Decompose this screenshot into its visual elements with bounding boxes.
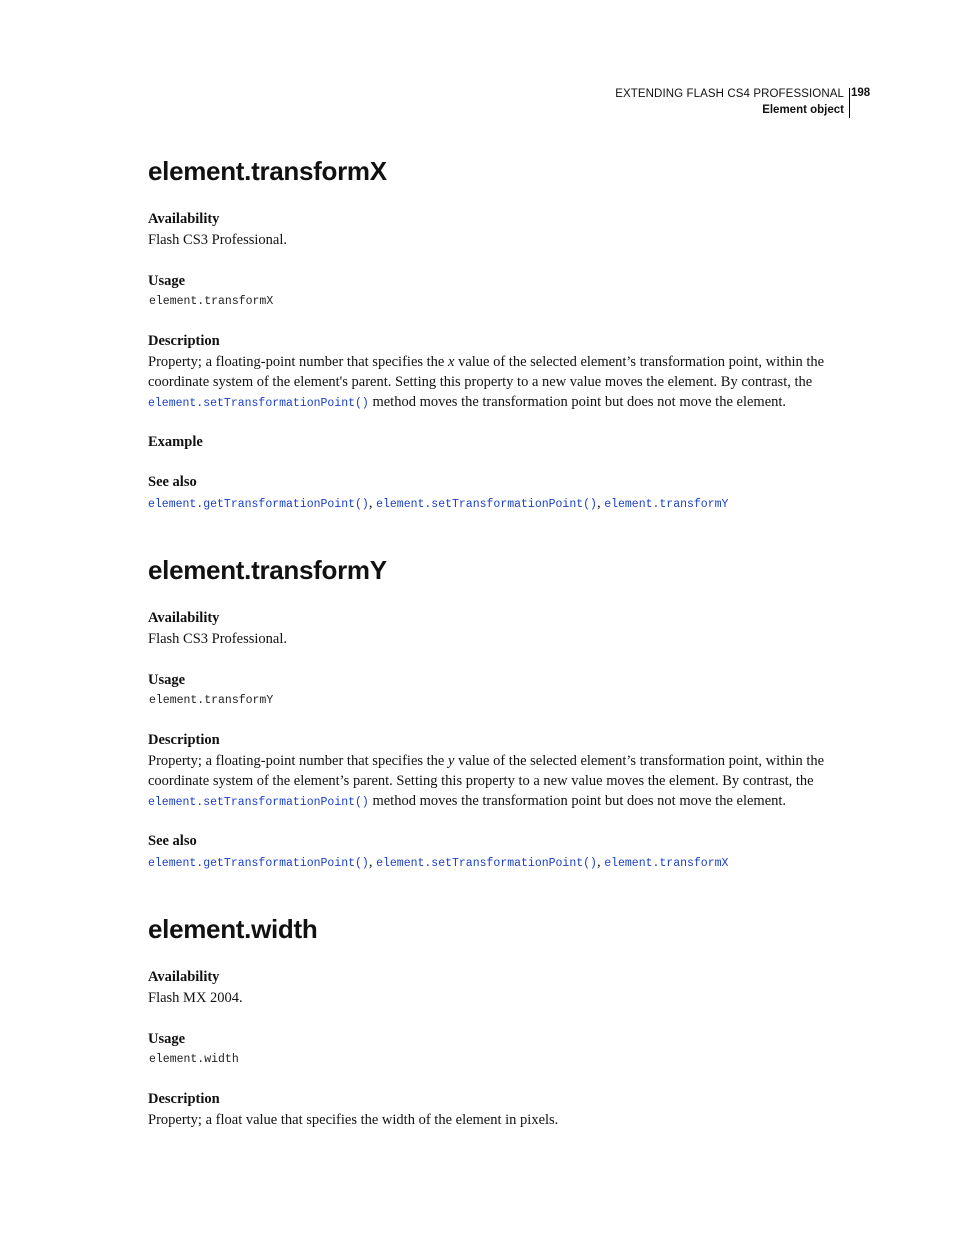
link-set-transformation-point[interactable]: element.setTransformationPoint()	[376, 498, 597, 511]
usage-label: Usage	[148, 672, 186, 688]
link-get-transformation-point[interactable]: element.getTransformationPoint()	[148, 498, 369, 511]
description-label: Description	[148, 732, 220, 748]
availability-value: Flash MX 2004.	[148, 990, 243, 1006]
running-header	[615, 86, 844, 118]
availability-value: Flash CS3 Professional.	[148, 232, 287, 248]
section-title-transformx: element.transformX	[148, 156, 387, 186]
availability-value: Flash CS3 Professional.	[148, 631, 287, 647]
example-label: Example	[148, 434, 203, 450]
doc-title: EXTENDING FLASH CS4 PROFESSIONAL	[615, 88, 844, 100]
section-title-transformy: element.transformY	[148, 555, 387, 585]
usage-label: Usage	[148, 273, 186, 289]
usage-code: element.transformX	[149, 295, 274, 308]
see-also-label: See also	[148, 833, 197, 849]
usage-code: element.transformY	[149, 694, 274, 707]
link-set-transformation-point[interactable]: element.setTransformationPoint()	[148, 397, 369, 410]
availability-label: Availability	[148, 211, 220, 227]
availability-label: Availability	[148, 610, 220, 626]
see-also-links: element.getTransformationPoint(), element.setTransformationPoint(), element.transformY	[148, 495, 729, 511]
usage-code: element.width	[149, 1053, 239, 1066]
section-name: Element object	[762, 104, 844, 116]
see-also-label: See also	[148, 474, 197, 490]
description-label: Description	[148, 1091, 220, 1107]
link-get-transformation-point[interactable]: element.getTransformationPoint()	[148, 857, 369, 870]
description-text: Property; a float value that specifies the width of the element in pixels.	[148, 1112, 559, 1128]
variable-y: y	[448, 753, 455, 769]
description-text: Property; a floating-point number that specifies the x value of the selected element’s transformation point, within the coordinate system of the element's parent. Setting this property to a new value moves the element. By contrast, the element.setTransformationPoint() method moves the transformation point but does not move the element.	[148, 354, 825, 410]
description-text: Property; a floating-point number that specifies the y value of the selected element’s transformation point, within the coordinate system of the element’s parent. Setting this property to a new value moves the element. By contrast, the element.setTransformationPoint() method moves the transformation point but does not move the element.	[148, 753, 825, 809]
variable-x: x	[448, 354, 455, 370]
see-also-links: element.getTransformationPoint(), element.setTransformationPoint(), element.transformX	[148, 854, 729, 870]
header-divider	[849, 88, 850, 118]
usage-label: Usage	[148, 1031, 186, 1047]
link-set-transformation-point[interactable]: element.setTransformationPoint()	[148, 796, 369, 809]
description-label: Description	[148, 333, 220, 349]
availability-label: Availability	[148, 969, 220, 985]
link-set-transformation-point[interactable]: element.setTransformationPoint()	[376, 857, 597, 870]
section-title-width: element.width	[148, 914, 318, 944]
link-transformx[interactable]: element.transformX	[604, 857, 729, 870]
link-transformy[interactable]: element.transformY	[604, 498, 729, 511]
page-number: 198	[851, 87, 871, 99]
